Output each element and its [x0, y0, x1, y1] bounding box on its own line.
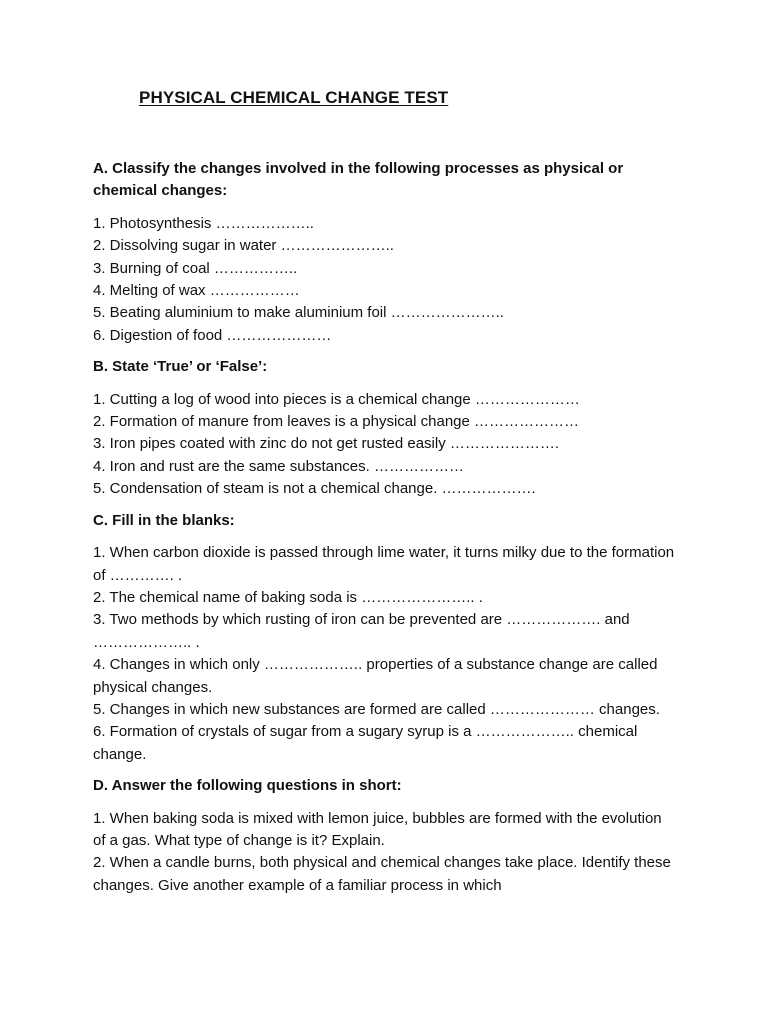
list-item: 5. Condensation of steam is not a chemical change. ……………….: [93, 480, 536, 498]
list-item: 1. Cutting a log of wood into pieces is a chemical change …………………: [93, 390, 580, 408]
list-item: 1. Photosynthesis ………………..: [93, 214, 314, 232]
section-b: [93, 356, 678, 500]
section-c: [93, 510, 678, 766]
list-item: 3. Burning of coal ……………..: [93, 259, 298, 277]
list-item: 1. When carbon dioxide is passed through lime water, it turns milky due to the formation of …………. .: [93, 544, 675, 584]
list-item: 1. When baking soda is mixed with lemon juice, bubbles are formed with the evolution of a gas. What type of change is it? Explain.: [93, 809, 662, 849]
list-item: 4. Melting of wax ………………: [93, 282, 300, 300]
section-d-list: [93, 808, 678, 898]
list-item: 4. Changes in which only ……………….. properties of a substance change are called physical changes.: [93, 656, 658, 696]
list-item: 3. Two methods by which rusting of iron can be prevented are ………………. and ……………….. .: [93, 611, 630, 651]
section-a: [93, 158, 678, 347]
section-b-heading: B. State ‘True’ or ‘False’:: [93, 358, 268, 376]
list-item: 3. Iron pipes coated with zinc do not get rusted easily ………………….: [93, 435, 560, 453]
list-item: 6. Digestion of food …………………: [93, 326, 332, 344]
list-item: 2. Formation of manure from leaves is a physical change …………………: [93, 413, 580, 431]
section-a-list: [93, 213, 678, 347]
worksheet-content: [93, 158, 678, 897]
section-a-heading: A. Classify the changes involved in the following processes as physical or chemical changes:: [93, 160, 624, 200]
section-d-heading: D. Answer the following questions in short:: [93, 777, 402, 795]
list-item: 6. Formation of crystals of sugar from a sugary syrup is a ……………….. chemical change.: [93, 723, 638, 763]
list-item: 4. Iron and rust are the same substances. ………………: [93, 457, 464, 475]
list-item: 5. Beating aluminium to make aluminium foil …………………..: [93, 304, 504, 322]
page-title: PHYSICAL CHEMICAL CHANGE TEST: [139, 88, 449, 107]
section-b-list: [93, 389, 678, 501]
list-item: 2. Dissolving sugar in water …………………..: [93, 237, 394, 255]
list-item: 5. Changes in which new substances are formed are called ………………… changes.: [93, 700, 660, 718]
list-item: 2. The chemical name of baking soda is ………………….. .: [93, 588, 483, 606]
section-c-list: [93, 542, 678, 766]
list-item: 2. When a candle burns, both physical and chemical changes take place. Identify these changes. Give another example of a familiar process in which: [93, 854, 671, 894]
section-c-heading: C. Fill in the blanks:: [93, 511, 235, 529]
section-d: [93, 775, 678, 897]
